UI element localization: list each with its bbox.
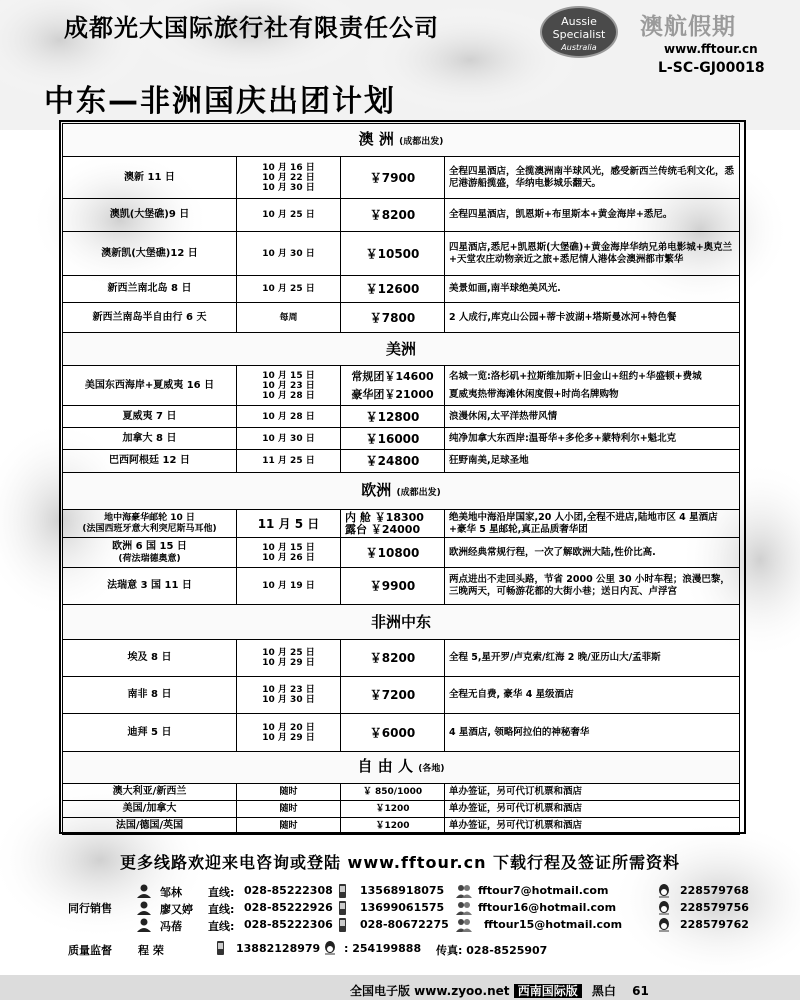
date: 10 月 25 日 <box>262 210 315 220</box>
description: 全程无自费, 豪华 4 星级酒店 <box>445 677 740 714</box>
section-name: 自 由 人 <box>357 757 413 775</box>
price-inner-cabin: 内 舱 ￥18300 <box>345 510 424 524</box>
section-title: 美洲 <box>63 333 740 366</box>
route-name <box>63 538 237 568</box>
table-row <box>63 714 740 752</box>
qq-icon <box>656 917 672 931</box>
date: 10 月 29 日 <box>262 732 315 743</box>
section-title <box>63 473 740 510</box>
table-row <box>63 818 740 835</box>
description: 两点进出不走回头路，节省 2000 公里 30 小时车程；浪漫巴黎，三晚两天，可畅游花都的大街小巷；送日内瓦、卢浮宫 <box>445 568 740 605</box>
table-row <box>63 406 740 428</box>
price: ￥12800 <box>341 406 445 428</box>
section-note: (各地) <box>418 764 445 774</box>
description: 单办签证，另可代订机票和酒店 <box>445 818 740 835</box>
mobile-phone-icon <box>334 917 350 931</box>
badge-line1: Aussie <box>561 15 597 28</box>
mobile-phone-icon <box>334 900 350 914</box>
quality-supervision-label: 质量监督 <box>68 944 112 957</box>
date: 10 月 28 日 <box>262 390 315 401</box>
departure-dates <box>237 303 341 333</box>
contact-name: 邹林 <box>160 886 182 899</box>
route-name: 澳凯(大堡礁)9 日 <box>63 199 237 232</box>
route-countries: (法国西班牙意大利突尼斯马耳他) <box>82 523 217 534</box>
qq-number[interactable]: 228579768 <box>680 884 749 897</box>
section-header-americas <box>63 333 740 366</box>
price: ￥7900 <box>341 157 445 199</box>
price: ￥16000 <box>341 428 445 450</box>
qq-number[interactable]: 228579762 <box>680 918 749 931</box>
section-title <box>63 124 740 157</box>
publication-name: 西南国际版 <box>514 984 582 998</box>
table-row <box>63 303 740 333</box>
section-header-australia <box>63 124 740 157</box>
departure-dates <box>237 366 341 406</box>
contact-name: 冯蓓 <box>160 920 182 933</box>
date: 10 月 15 日 <box>262 542 315 553</box>
section-note: (成都出发) <box>399 136 444 147</box>
badge-line3: Australia <box>561 43 597 52</box>
departure-dates <box>237 677 341 714</box>
route-name: 新西兰南北岛 8 日 <box>63 276 237 303</box>
date: 10 月 29 日 <box>262 658 315 668</box>
departure-dates <box>237 538 341 568</box>
date: 10 月 22 日 <box>262 172 315 183</box>
date: 10 月 23 日 <box>262 685 315 695</box>
route-title: 地中海豪华邮轮 10 日 <box>104 512 195 523</box>
price: ￥8200 <box>341 640 445 677</box>
description: 单办签证，另可代订机票和酒店 <box>445 784 740 801</box>
email-link[interactable]: fftour15@hotmail.com <box>484 918 623 931</box>
date: 10 月 26 日 <box>262 552 315 563</box>
description-line: 名城一览:洛杉矶+拉斯维加斯+旧金山+纽约+华盛顿+费城 <box>449 370 702 382</box>
price-balcony: 露台 ￥24000 <box>345 522 421 536</box>
route-name <box>63 510 237 538</box>
section-title: 非洲中东 <box>63 605 740 640</box>
date: 10 月 28 日 <box>262 411 315 422</box>
table-row <box>63 801 740 818</box>
description: 欧洲经典常规行程，一次了解欧洲大陆,性价比高. <box>445 538 740 568</box>
table-row <box>63 640 740 677</box>
price: ￥10500 <box>341 232 445 276</box>
table-row <box>63 568 740 605</box>
direct-line-label: 直线: <box>208 886 235 899</box>
date: 10 月 30 日 <box>262 182 315 193</box>
quality-qq[interactable]: : 254199888 <box>344 942 422 955</box>
date: 10 月 16 日 <box>262 162 315 173</box>
departure-dates <box>237 406 341 428</box>
description: 全程 5,星开罗/卢克索/红海 2 晚/亚历山大/孟菲斯 <box>445 640 740 677</box>
route-name: 美国/加拿大 <box>63 801 237 818</box>
qq-icon <box>656 900 672 914</box>
description: 纯净加拿大东西岸:温哥华+多伦多+蒙特利尔+魁北克 <box>445 428 740 450</box>
person-icon <box>136 917 152 931</box>
license-number: L-SC-GJ00018 <box>658 60 765 76</box>
mobile-number[interactable]: 13699061575 <box>360 901 445 914</box>
route-name: 新西兰南岛半自由行 6 天 <box>63 303 237 333</box>
direct-line-label: 直线: <box>208 903 235 916</box>
date: 随时 <box>279 821 298 831</box>
price: ￥1200 <box>341 818 445 835</box>
person-icon <box>136 883 152 897</box>
date: 10 月 30 日 <box>262 248 315 259</box>
table-row <box>63 232 740 276</box>
section-name: 澳 洲 <box>358 129 394 148</box>
contact-name: 廖又婷 <box>160 903 193 916</box>
table-row <box>63 366 740 406</box>
departure-dates <box>237 232 341 276</box>
date: 11 月 25 日 <box>262 456 315 466</box>
route-name: 埃及 8 日 <box>63 640 237 677</box>
mobile-phone-icon <box>212 940 228 954</box>
qq-number[interactable]: 228579756 <box>680 901 749 914</box>
aussie-specialist-logo <box>540 6 618 58</box>
description <box>445 366 740 406</box>
route-name: 迪拜 5 日 <box>63 714 237 752</box>
date: 10 月 30 日 <box>262 695 315 705</box>
price-standard: 常规团￥14600 <box>351 369 434 383</box>
date: 10 月 19 日 <box>262 581 315 591</box>
msn-icon <box>456 917 472 931</box>
price <box>341 510 445 538</box>
description: 全程四星酒店，全揽澳洲南半球风光，感受新西兰传统毛利文化，悉尼港游船揽盛，华纳电影城乐翻天。 <box>445 157 740 199</box>
page-number: 61 <box>632 984 649 998</box>
page-title: 中东—非洲国庆出团计划 <box>44 84 396 119</box>
description: 美景如画,南半球绝美风光. <box>445 276 740 303</box>
price: ￥7200 <box>341 677 445 714</box>
route-countries: (荷法瑞德奥意) <box>118 553 181 564</box>
table-row <box>63 677 740 714</box>
badge-line2: Specialist <box>552 28 606 41</box>
departure-dates <box>237 818 341 835</box>
route-name: 澳大利亚/新西兰 <box>63 784 237 801</box>
price-luxury: 豪华团￥21000 <box>351 387 434 401</box>
date: 11 月 5 日 <box>257 516 320 531</box>
price: ￥1200 <box>341 801 445 818</box>
departure-dates <box>237 784 341 801</box>
description: 四星酒店,悉尼+凯恩斯(大堡礁)+黄金海岸华纳兄弟电影城+奥克兰+天堂农庄动物亲近之旅+悉尼情人港体会澳洲都市繁华 <box>445 232 740 276</box>
price: ￥9900 <box>341 568 445 605</box>
price: ￥10800 <box>341 538 445 568</box>
table-row <box>63 276 740 303</box>
date: 10 月 20 日 <box>262 722 315 733</box>
route-title: 欧洲 6 国 15 日 <box>112 540 187 552</box>
section-header-independent <box>63 752 740 784</box>
phone-number[interactable]: 028-85222926 <box>244 901 333 914</box>
description: 全程四星酒店，凯恩斯+布里斯本+黄金海岸+悉尼。 <box>445 199 740 232</box>
date: 10 月 30 日 <box>262 433 315 444</box>
person-icon <box>136 900 152 914</box>
quality-supervisor-name: 程 荣 <box>138 944 164 957</box>
quality-mobile[interactable]: 13882128979 <box>236 942 321 955</box>
section-note: (成都出发) <box>396 487 441 498</box>
price: ￥24800 <box>341 450 445 473</box>
table-row <box>63 784 740 801</box>
departure-dates <box>237 199 341 232</box>
more-info-banner: 更多线路欢迎来电咨询或登陆 www.fftour.cn 下载行程及签证所需资料 <box>119 853 681 872</box>
qq-icon <box>322 940 338 954</box>
phone-number[interactable]: 028-85222306 <box>244 918 333 931</box>
route-name: 夏威夷 7 日 <box>63 406 237 428</box>
section-header-europe <box>63 473 740 510</box>
table-row <box>63 157 740 199</box>
description-line: 夏威夷热带海滩休闲度假+时尚名牌购物 <box>449 388 619 400</box>
description: 绝美地中海沿岸国家,20 人小团,全程不进店,陆地市区 4 星酒店+豪华 5 星邮轮,真正品质奢华团 <box>445 510 740 538</box>
sales-label: 同行销售 <box>68 902 112 915</box>
date: 10 月 25 日 <box>262 284 315 294</box>
price: ￥6000 <box>341 714 445 752</box>
table-row <box>63 450 740 473</box>
email-link[interactable]: fftour16@hotmail.com <box>478 901 617 914</box>
date: 10 月 15 日 <box>262 370 315 381</box>
price: ￥ 850/1000 <box>341 784 445 801</box>
route-name: 巴西阿根廷 12 日 <box>63 450 237 473</box>
departure-dates <box>237 640 341 677</box>
date: 随时 <box>279 787 298 797</box>
description: 狂野南美,足球圣地 <box>445 450 740 473</box>
mobile-phone-icon <box>334 883 350 897</box>
color-mode: 黑白 <box>591 984 616 998</box>
table-row <box>63 510 740 538</box>
mobile-number[interactable]: 028-80672275 <box>360 918 449 931</box>
date: 每周 <box>279 312 298 323</box>
date: 10 月 25 日 <box>262 648 315 658</box>
msn-icon <box>456 883 472 897</box>
route-name: 澳新凯(大堡礁)12 日 <box>63 232 237 276</box>
description: 2 人成行,库克山公园+蒂卡波湖+塔斯曼冰河+特色餐 <box>445 303 740 333</box>
tour-schedule-table <box>62 123 740 835</box>
section-title <box>63 752 740 784</box>
departure-dates <box>237 428 341 450</box>
route-name: 加拿大 8 日 <box>63 428 237 450</box>
departure-dates <box>237 276 341 303</box>
table-row <box>63 428 740 450</box>
price: ￥7800 <box>341 303 445 333</box>
date: 随时 <box>279 804 298 814</box>
price: ￥8200 <box>341 199 445 232</box>
route-name: 澳新 11 日 <box>63 157 237 199</box>
price <box>341 366 445 406</box>
route-name: 美国东西海岸+夏威夷 16 日 <box>63 366 237 406</box>
departure-dates <box>237 714 341 752</box>
price: ￥12600 <box>341 276 445 303</box>
departure-dates <box>237 801 341 818</box>
route-name: 南非 8 日 <box>63 677 237 714</box>
qq-icon <box>656 883 672 897</box>
phone-number[interactable]: 028-85222308 <box>244 884 333 897</box>
company-name: 成都光大国际旅行社有限责任公司 <box>64 14 439 42</box>
mobile-number[interactable]: 13568918075 <box>360 884 445 897</box>
direct-line-label: 直线: <box>208 920 235 933</box>
departure-dates <box>237 568 341 605</box>
table-row <box>63 199 740 232</box>
footer-bar <box>350 982 649 999</box>
brand-logo-text: 澳航假期 <box>640 14 736 40</box>
departure-dates <box>237 510 341 538</box>
website-link[interactable]: www.fftour.cn <box>664 42 758 56</box>
route-name: 法国/德国/英国 <box>63 818 237 835</box>
description: 单办签证，另可代订机票和酒店 <box>445 801 740 818</box>
table-row <box>63 538 740 568</box>
section-name: 欧洲 <box>361 480 392 499</box>
edition-text: 全国电子版 www.zyoo.net <box>350 984 510 998</box>
departure-dates <box>237 157 341 199</box>
departure-dates <box>237 450 341 473</box>
email-link[interactable]: fftour7@hotmail.com <box>478 884 609 897</box>
section-header-africa-middle-east <box>63 605 740 640</box>
date: 10 月 23 日 <box>262 380 315 391</box>
msn-icon <box>456 900 472 914</box>
description: 4 星酒店, 领略阿拉伯的神秘奢华 <box>445 714 740 752</box>
route-name: 法瑞意 3 国 11 日 <box>63 568 237 605</box>
description: 浪漫休闲,太平洋热带风情 <box>445 406 740 428</box>
fax-number: 传真: 028-8525907 <box>436 944 548 957</box>
